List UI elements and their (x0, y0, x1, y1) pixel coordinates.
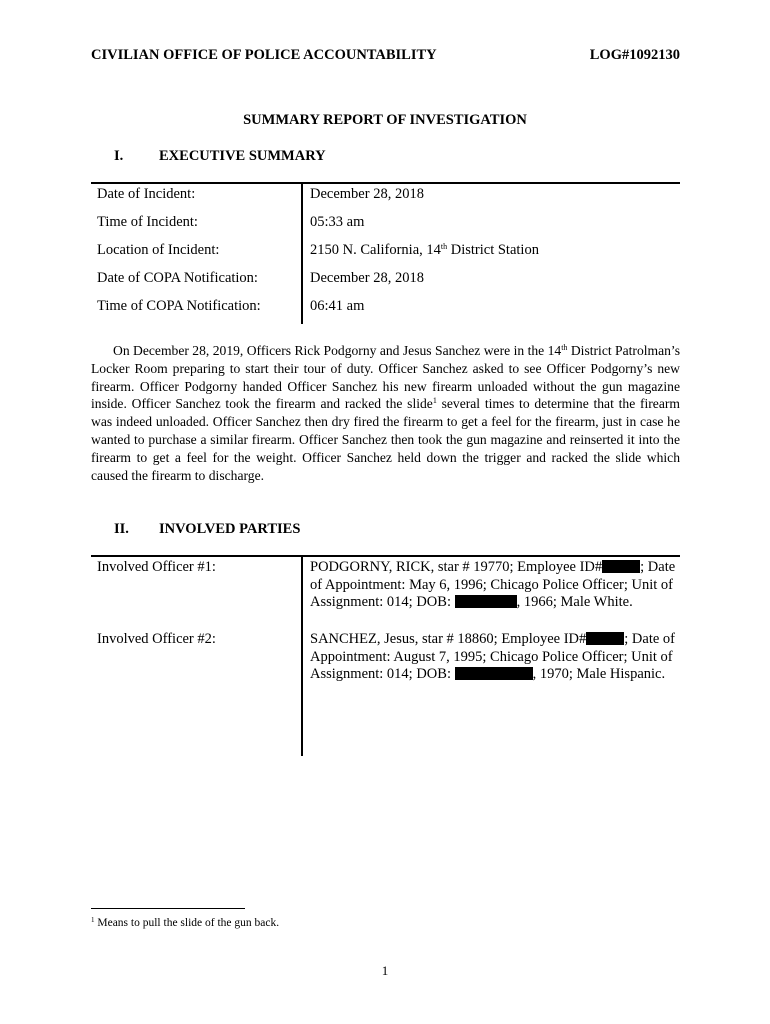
section-title: EXECUTIVE SUMMARY (159, 148, 326, 164)
parties-table-top-rule (91, 555, 680, 557)
incident-date-value: December 28, 2018 (310, 186, 424, 202)
report-title: SUMMARY REPORT OF INVESTIGATION (243, 112, 527, 128)
footnote-marker: 1 (432, 396, 437, 406)
table-divider (301, 183, 303, 324)
agency-name: CIVILIAN OFFICE OF POLICE ACCOUNTABILITY (91, 47, 437, 63)
log-number: LOG#1092130 (589, 47, 680, 63)
incident-time-value: 05:33 am (310, 214, 365, 230)
footnote-separator (91, 908, 245, 909)
incident-date-label: Date of Incident: (97, 186, 196, 202)
section-title: INVOLVED PARTIES (159, 521, 301, 537)
copa-notification-time-label: Time of COPA Notification: (97, 298, 261, 314)
section-number: II. (114, 521, 129, 537)
section-heading-executive-summary (114, 148, 714, 168)
officer-1-details: PODGORNY, RICK, star # 19770; Employee ID# ; Date of Appointment: May 6, 1996; Chicago Police Officer; Unit of Assignment: 014; DOB: , 1966; Male White. (310, 559, 676, 611)
redaction-block (455, 595, 517, 608)
redaction-block (586, 632, 624, 645)
incident-location-label: Location of Incident: (97, 242, 220, 258)
table-top-rule (91, 182, 680, 184)
parties-table-divider (301, 556, 303, 756)
section-heading-involved-parties (114, 521, 714, 541)
section-number: I. (114, 148, 124, 164)
officer-1-label: Involved Officer #1: (97, 559, 216, 575)
officer-2-details: SANCHEZ, Jesus, star # 18860; Employee ID# ; Date of Appointment: August 7, 1995; Chicago Police Officer; Unit of Assignment: 014; DOB: , 1970; Male Hispanic. (310, 631, 676, 683)
page-number: 1 (381, 963, 389, 978)
incident-location-value: 2150 N. California, 14th District Station (310, 242, 539, 258)
footnote: $^1$ Means to pull the slide of the gun back. (91, 916, 280, 929)
copa-notification-date-label: Date of COPA Notification: (97, 270, 258, 286)
incident-summary-paragraph: On December 28, 2019, Officers Rick Podgorny and Jesus Sanchez were in the 14th District Patrolman’s Locker Room preparing to start their tour of duty. Officer Sanchez asked to see Officer Podgorny’s new firearm. Officer Podgorny handed Officer Sanchez his new firearm unloaded without the gun magazine inside. Officer Sanchez took the firearm and racked the slide$^1$ several times to determine that the firearm was indeed unloaded. Officer Sanchez then dry fired the firearm to get a feel for the firearm, just in case he wanted to purchase a similar firearm. Officer Sanchez then took the gun magazine and reinserted it into the firearm to get a feel for the weight. Officer Sanchez held down the trigger and racked the slide which caused the firearm to discharge. (91, 343, 681, 483)
incident-time-label: Time of Incident: (97, 214, 198, 230)
officer-2-label: Involved Officer #2: (97, 631, 216, 647)
copa-notification-date-value: December 28, 2018 (310, 270, 424, 286)
copa-notification-time-value: 06:41 am (310, 298, 365, 314)
redaction-block (455, 667, 533, 680)
redaction-block (602, 560, 640, 573)
